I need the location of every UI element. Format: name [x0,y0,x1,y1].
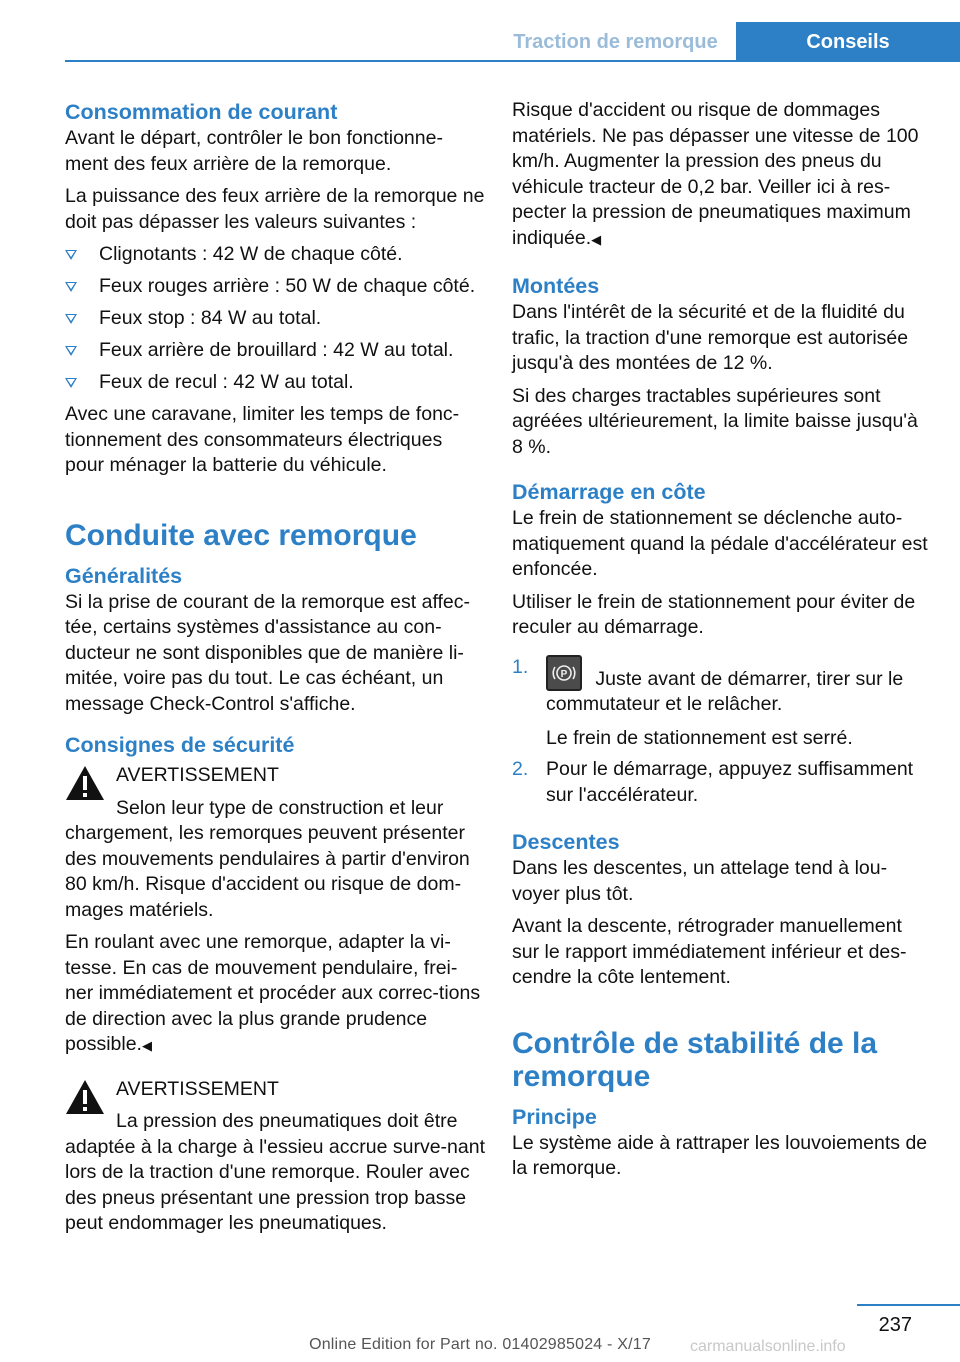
paragraph: Si des charges tractables supérieures sont agréées ultérieurement, la limite baisse jusqu'à 8 %. [512,384,918,458]
warning-triangle-icon [65,765,105,801]
paragraph: Dans l'intérêt de la sécurité et de la fluidité du trafic, la traction d'une remorque est autorisée jusqu'à des montées de 12 %. [512,301,909,374]
warning-label: AVERTISSEMENT [116,764,279,786]
list-item: Feux stop : 84 W au total. [65,306,485,338]
warning-text: La pression des pneumatiques doit être [116,1110,458,1132]
warning-continuation: Risque d'accident ou risque de dommages matériels. Ne pas dépasser une vitesse de 100 km/h. Augmenter la pression des pneus du véhicule tracteur de 0,2 bar. Veiller ici à res-pecter la pression de pneumatiques maximum indiquée.◀ [512,99,919,249]
heading-demarrage: Démarrage en côte [512,480,706,504]
warning-block [65,763,485,1059]
end-mark-icon: ◀ [141,1038,152,1053]
watermark: carmanualsonline.info [690,1338,846,1355]
svg-text:P: P [560,668,568,680]
edition-footer: Online Edition for Part no. 01402985024 - X/17 [309,1336,651,1353]
bullet-triangle-icon [65,378,77,388]
bullet-triangle-icon [65,282,77,292]
step-item [512,757,932,808]
right-column [512,98,932,1189]
paragraph: Avant la descente, rétrograder manuellement sur le rapport immédiatement inférieur et des-cendre la côte lentement. [512,915,907,988]
header-rule [65,60,960,62]
paragraph: Si la prise de courant de la remorque est affec-tée, certains systèmes d'assistance au con-ducteur ne sont disponibles que de manière li-mitée, voire pas du tout. Le cas échéant, un message Check-Control s'affiche. [65,590,471,715]
steps-list [512,655,932,809]
step-number: 1. [512,655,529,678]
step-result: Le frein de stationnement est serré. [546,726,853,749]
step-number: 2. [512,758,529,780]
heading-generalites: Généralités [65,563,183,588]
heading-consommation: Consommation de courant [65,100,338,124]
heading-principe: Principe [512,1104,597,1129]
warning-triangle-icon [65,1079,105,1115]
lamp-power-list [65,242,485,402]
chapter-tab: Conseils [736,22,960,62]
paragraph: Avec une caravane, limiter les temps de fonc-tionnement des consommateurs électriques pour ménager la batterie du véhicule. [65,403,460,476]
bullet-triangle-icon [65,250,77,260]
paragraph: Dans les descentes, un attelage tend à lou-voyer plus tôt. [512,857,888,905]
heading-montees: Montées [512,274,600,298]
paragraph: Le frein de stationnement se déclenche auto-matiquement quand la pédale d'accélérateur est enfoncée. [512,507,928,580]
bullet-triangle-icon [65,314,77,324]
section-tab: Traction de remorque [513,30,718,53]
warning-text: adaptée à la charge à l'essieu accrue surve-nant lors de la traction d'une remorque. Rouler avec des pneus présentant une pression trop basse peut endommager les pneumatiques. [65,1135,485,1234]
heading-controle-stabilite: Contrôle de stabilité de la remorque [512,1026,878,1093]
warning-label: AVERTISSEMENT [116,1077,279,1100]
footer-rule [857,1304,960,1306]
warning-block [65,1077,485,1237]
paragraph: Le système aide à rattraper les louvoiements de la remorque. [512,1131,928,1179]
step-text: Juste avant de démarrer, tirer sur le commutateur et le relâcher. [546,667,904,715]
end-mark-icon: ◀ [591,231,602,247]
list-item: Feux de recul : 42 W au total. [65,370,485,402]
list-item: Clignotants : 42 W de chaque côté. [65,242,485,274]
page-number: 237 [878,1314,912,1336]
list-item: Feux arrière de brouillard : 42 W au total. [65,338,485,370]
header-tabs [495,22,960,62]
list-item: Feux rouges arrière : 50 W de chaque côté. [65,274,485,306]
paragraph: Avant le départ, contrôler le bon fonctionne-ment des feux arrière de la remorque. [65,127,443,175]
parking-brake-switch-icon [546,655,582,691]
bullet-triangle-icon [65,346,77,356]
left-column [65,98,485,1244]
step-text: Pour le démarrage, appuyez suffisamment sur l'accélérateur. [546,758,914,806]
warning-text: Selon leur type de construction et leur [116,796,444,819]
warning-text: chargement, les remorques peuvent présenter des mouvements pendulaires à partir d'environ 80 km/h. Risque d'accident ou risque de dom-mages matériels. [65,822,470,921]
step-item [512,655,932,752]
paragraph: La puissance des feux arrière de la remorque ne doit pas dépasser les valeurs suivantes : [65,185,485,233]
paragraph: Utiliser le frein de stationnement pour éviter de reculer au démarrage. [512,590,916,638]
heading-descentes: Descentes [512,830,620,854]
warning-text: En roulant avec une remorque, adapter la vi-tesse. En cas de mouvement pendulaire, frei-ner immédiatement et procéder aux correc-tions de direction avec la plus grande prudence possible.◀ [65,931,481,1055]
heading-conduite: Conduite avec remorque [65,518,417,552]
heading-securite: Consignes de sécurité [65,733,295,757]
